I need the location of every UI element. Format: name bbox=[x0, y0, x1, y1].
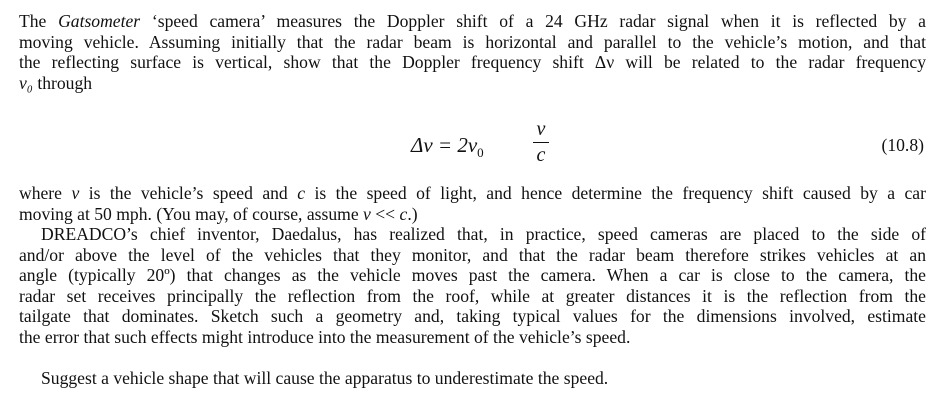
followup-line-2 bbox=[19, 204, 926, 225]
intro-line-1-rest: ‘speed camera’ measures the Doppler shift of a 24 GHz radar signal when it is reflected by a bbox=[140, 11, 926, 31]
equation-lhs-text: Δν = 2ν bbox=[411, 133, 478, 157]
followup-paragraph bbox=[19, 183, 926, 224]
intro-line-1-start: The bbox=[19, 11, 59, 31]
daedalus-line-1: DREADCO’s chief inventor, Daedalus, has realized that, in practice, speed cameras are placed to the side of bbox=[41, 224, 926, 244]
intro-line-4 bbox=[19, 73, 926, 94]
intro-line-2: moving vehicle. Assuming initially that the radar beam is horizontal and parallel to the vehicle’s motion, and that bbox=[19, 31, 926, 52]
intro-line-4-text: through bbox=[32, 72, 93, 93]
daedalus-paragraph bbox=[19, 224, 926, 347]
daedalus-line-6: the error that such effects might introduce into the measurement of the vehicle’s speed. bbox=[19, 326, 631, 347]
fraction-numerator: v bbox=[536, 118, 546, 140]
followup-line-2-end: .) bbox=[407, 203, 418, 224]
daedalus-line-5: tailgate that dominates. Sketch such a geometry and, taking typical values for the dimensions involved, estimate bbox=[19, 306, 926, 326]
radar-frequency-symbol: ν₀ bbox=[19, 72, 33, 93]
intro-line-1 bbox=[19, 11, 926, 32]
equation-number: (10.8) bbox=[881, 135, 924, 155]
assumption-v-symbol: v bbox=[363, 203, 371, 224]
doppler-equation bbox=[19, 118, 926, 174]
fraction-bar bbox=[533, 142, 549, 143]
suggest-paragraph bbox=[19, 368, 926, 389]
problem-intro-paragraph bbox=[19, 11, 926, 93]
equation-subscript: 0 bbox=[477, 145, 484, 160]
suggest-text: Suggest a vehicle shape that will cause the apparatus to underestimate the speed. bbox=[41, 368, 609, 388]
light-speed-symbol: c bbox=[297, 183, 305, 203]
followup-line-2-a: moving at 50 mph. (You may, of course, assume bbox=[19, 203, 364, 224]
followup-line-1-a: where bbox=[19, 183, 72, 203]
fraction-denominator: c bbox=[536, 144, 546, 166]
device-name: Gatsometer bbox=[58, 11, 141, 31]
followup-line-1 bbox=[19, 183, 926, 204]
daedalus-line-3: angle (typically 20º) that changes as the vehicle moves past the camera. When a car is close to the camera, the bbox=[19, 265, 926, 285]
assumption-c-symbol: c bbox=[399, 203, 408, 224]
equation-lhs bbox=[411, 133, 484, 161]
intro-line-3: the reflecting surface is vertical, show that the Doppler frequency shift Δν will be related to the radar frequency bbox=[19, 52, 926, 72]
daedalus-line-2: and/or above the level of the vehicles that they monitor, and that the radar beam therefore strikes vehicles at an bbox=[19, 244, 926, 265]
assumption-operator: << bbox=[370, 203, 400, 224]
followup-line-1-c: is the speed of light, and hence determine the frequency shift caused by a car bbox=[305, 183, 926, 203]
daedalus-line-4: radar set receives principally the reflection from the roof, while at greater distances it is the reflection from the bbox=[19, 285, 926, 306]
equation-fraction bbox=[533, 118, 549, 166]
speed-symbol: v bbox=[71, 183, 80, 203]
followup-line-1-b: is the vehicle’s speed and bbox=[79, 183, 298, 203]
